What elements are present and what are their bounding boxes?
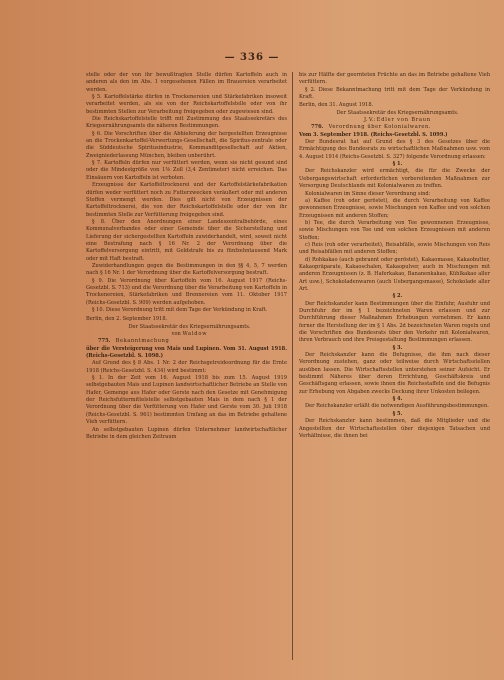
paragraph: Der Reichskanzler kann die Befugnisse, die ihm nach dieser Verordnung zustehen, ganz oder teilweise durch Wirtschaftsstellen ausüben lassen. Die Wirtschaftsstellen unterstehen seiner Aufsicht. Er bestimmt Näheres über deren Errichtung, Geschäftskreis und Geschäftsgang erlassen, sowie ihnen die Reichsstaffeln und die Befugnis zur Erhebung von Abgaben zwecks Deckung ihrer Unkosten beilegen. [299, 352, 490, 395]
left-signer-office: Der Staatssekretär des Kriegsernährungsamts. [128, 323, 251, 330]
left-continuation-text [86, 72, 287, 314]
paragraph: Der Reichskanzler erläßt die notwendigen Ausführungsbestimmungen. [305, 403, 489, 410]
paragraph: Der Reichskanzler kann Bestimmungen über die Einfuhr, Ausfuhr und Durchfuhr der im § 1 bezeichneten Waren erlassen und zur Durchführung dieser Maßnahmen Erhebungen vornehmen. Er kann ferner die Herstellung der im § 1 Abs. 2d bezeichneten Waren regeln und die Vorschriften des Bundesrats über den Verkehr mit Kolonialwaren, ihren Verbrauch und ihre Preisgestaltung Bestimmungen erlassen. [299, 300, 490, 344]
right-column [299, 72, 490, 660]
paragraph: Auf Grund des § 8 Abs. 1 Nr. 2 der Reichsgetreideordnung für die Ernte 1918 (Reichs-Gesetzbl. S. 434) wird bestimmt: [86, 360, 287, 374]
paragraph: a) Kaffee (roh oder geröstet), die durch Verarbeitung von Kaffee gewonnenen Erzeugnisse, sowie Mischungen von Kaffee und von solchen Erzeugnissen mit anderen Stoffen; [299, 197, 490, 219]
paragraph: Die Reichskartoffelstelle trifft mit Zustimmung des Staatssekretärs des Kriegsernährungsamts die näheren Bestimmungen. [86, 116, 287, 130]
right-entry-number: 776. [311, 124, 324, 131]
paragraph: Der Reichskanzler wird ermächtigt, die für die Zwecke der Uebergangswirtschaft erforderlichen vorbereitenden Maßnahmen zur Versorgung Deutschlands mit Kolonialwaren zu treffen. [299, 168, 490, 190]
left-entry-text [86, 360, 287, 441]
left-entry-number: 775. [98, 338, 111, 345]
right-sections [299, 161, 490, 440]
right-entry-title-1: Vom 3. September 1918. (Reichs-Gesetzbl. S. 1099.) [299, 131, 448, 138]
left-signer-prefix: von [171, 331, 181, 338]
column-divider [292, 72, 293, 660]
paragraph: § 6. Die Vorschriften über die Abhieferung der hergestellten Erzeugnisse an die Trockenkartoffel-Verwertungs-Gesellschaft, die Spiritus-zentrale oder die Süddeutsche Spiritusindustrie, Kommanditgesellschaft auf Aktien, Zweigniederlassung München, bleiben unberührt. [86, 130, 287, 159]
section-heading: § 4. [392, 396, 403, 403]
paragraph: bis zur Hälfte der geernteten Früchte an das im Betriebe gehaltene Vieh verfüttern. [299, 72, 490, 86]
paragraph: d) Rohkakao (auch gebrannt oder geröstet), Kakaomasse, Kakaobutter, Kakaopräparate, Kakaoschalen, Kakaopulver, auch in Mischungen mit anderen Erzeugnissen (z. B. Haferkakao, Bananenkakao, Kühlkakao aller Art usw.), Schokoladenwaren (auch Uebergangsmasse), Schokolade aller Art. [299, 256, 490, 292]
paragraph: Kolonialwaren im Sinne dieser Verordnung sind: [305, 190, 431, 197]
right-signer-name: Edler von Braun [376, 117, 431, 124]
paragraph: § 2. Diese Bekanntmachung tritt mit dem Tage der Verkündung in Kraft. [299, 86, 490, 101]
left-place-date: Berlin, den 2. September 1918. [86, 316, 168, 323]
paragraph: § 1. In der Zeit vom 16. August 1918 bis zum 15. August 1919 selbstgebauten Mais und Lupinen landwirtschaftlicher Betriebe an Stelle von Hafer, Gemenge aus Hafer oder Gerste nach den Gesetze mit Genehmigung der Reichsfuttermittelstelle selbstgebauten Mais in dem nach § 1 der Verordnung über die Verfütterung von Hafer und Gerste vom 30. Juli 1918 (Reichs-Gesetzbl. S. 961) bestimmten Umfang an das im Betriebe gehaltene Vieh verfüttern. [86, 375, 287, 426]
section-heading: § 5. [392, 410, 403, 417]
left-signer-name: Waldow [182, 331, 208, 338]
paragraph: Zuwiderhandlungen gegen die Bestimmungen in den §§ 4, 5, 7 werden nach § 16 Nr. 1 der Verordnung über die Kartoffelversorgung bestraft. [86, 262, 287, 277]
paragraph: c) Reis (roh oder verarbeitet), Reisabfälle, sowie Mischungen von Reis und Reisabfällen mit anderen Stoffen; [299, 241, 490, 256]
right-signer-prefix: J. V.: [364, 117, 376, 124]
section-heading: § 1. [392, 161, 403, 168]
left-entry-heading [86, 338, 287, 345]
right-continuation-text [299, 72, 490, 101]
right-entry-heading [299, 124, 490, 131]
right-entry-title-0: Verordnung über Kolonialwaren. [328, 124, 432, 131]
paragraph: b) Tee, die durch Verarbeitung von Tee gewonnenen Erzeugnisse, sowie Mischungen von Tee und von solchen Erzeugnissen mit anderen Stoffen; [299, 219, 490, 241]
left-column [86, 72, 287, 660]
paragraph: Der Reichskanzler kann bestimmen, daß die Mitglieder und die Angestellten der Wirtschaftsstellen über diejenigen Tatsachen und Verhältnisse, die ihnen bei [299, 418, 490, 439]
paragraph: § 7. Kartoffeln dürfen nur verfüttert werden, wenn sie nicht gesund sind oder die Mindestgröße von 1⅜ Zoll (3,4 Zentimeter) nicht erreichen. Das Einsäuern von Kartoffeln ist verboten. [86, 160, 287, 181]
left-signature [86, 331, 287, 338]
paragraph: § 10. Diese Verordnung tritt mit dem Tage der Verkündung in Kraft. [92, 307, 268, 313]
right-signature [299, 117, 490, 124]
paragraph: Erzeugnisse der Kartoffeltrocknerei und der Kartoffelstärkefabrikation dürfen weder verfüttert noch zu Futterzwecken veräußert oder mit anderen Stoffen vermengt werden. Dies gilt nicht von Erzeugnissen der Kartoffeltrocknerei, die von der Reichskartoffelstelle oder der von ihr bestimmten Stelle zur Verfütterung freigegeben sind. [86, 182, 287, 218]
paragraph: Der Bundesrat hat auf Grund des § 3 des Gesetzes über die Ermächtigung des Bundesrats zu wirtschaftlichen Maßnahmen usw. vom 4. August 1914 (Reichs-Gesetzbl. S. 327) folgende Verordnung erlassen: [299, 139, 490, 160]
paragraph: § 8. Über den Anordnungen einer Landeszentralbehörde, eines Kommunalverbandes oder einer Gemeinde über die Sicherstellung und Lieferung der sichergestellten Kartoffeln zuwiderhandelt, wird, soweit nicht eine Bestrafung nach § 16 Nr. 2 der Verordnung über die Kartoffelversorgung eintritt, mit Geldstrafe bis zu fünfzehntausend Mark oder mit Haft bestraft. [86, 218, 287, 262]
section-heading: § 3. [392, 344, 403, 351]
right-place-date: Berlin, den 31. August 1918. [299, 102, 374, 109]
paragraph: An selbstgebauten Lupinen dürfen Unternehmer landwirtschaftlicher Betriebe in dem gleichen Zeitraum [86, 426, 287, 440]
paragraph: stelle oder der von ihr bewußtragten Stelle dürfen Kartoffeln auch in anderen als den im Abs. 1 vorgesehenen Fällen im Brauereien verarbeitet werden. [86, 72, 287, 93]
section-heading: § 2. [392, 293, 403, 300]
page-number: — 336 — [224, 52, 280, 63]
paragraph: § 5. Kartoffelstärke dürfen in Trockenereien und Stärkefabriken insoweit verarbeitet werden, als sie von der Reichskartoffelstelle oder von ihr bestimmten Stellen zur Verarbeitung freigegeben oder zugewiesen sind. [86, 94, 287, 115]
left-entry-title-0: Bekanntmachung [115, 338, 170, 345]
right-signer-office: Der Staatssekretär des Kriegsernährungsamts. [336, 109, 459, 116]
right-entry-text [299, 139, 490, 161]
paragraph: § 9. Die Verordnung über Kartoffeln vom 16. August 1917 (Reichs-Gesetzbl. S. 713) und die Verordnung über die Verarbeitung von Kartoffeln in Trockenereien, Stärkefabriken und Brennereien vom 11. Oktober 1917 (Reichs-Gesetzbl. S. 909) werden aufgehoben. [86, 277, 287, 306]
left-entry-title-1: über die Versteigerung von Mais und Lupinen. Vom 31. August 1918. (Reichs-Gesetzbl. S. 1098.) [86, 345, 287, 360]
